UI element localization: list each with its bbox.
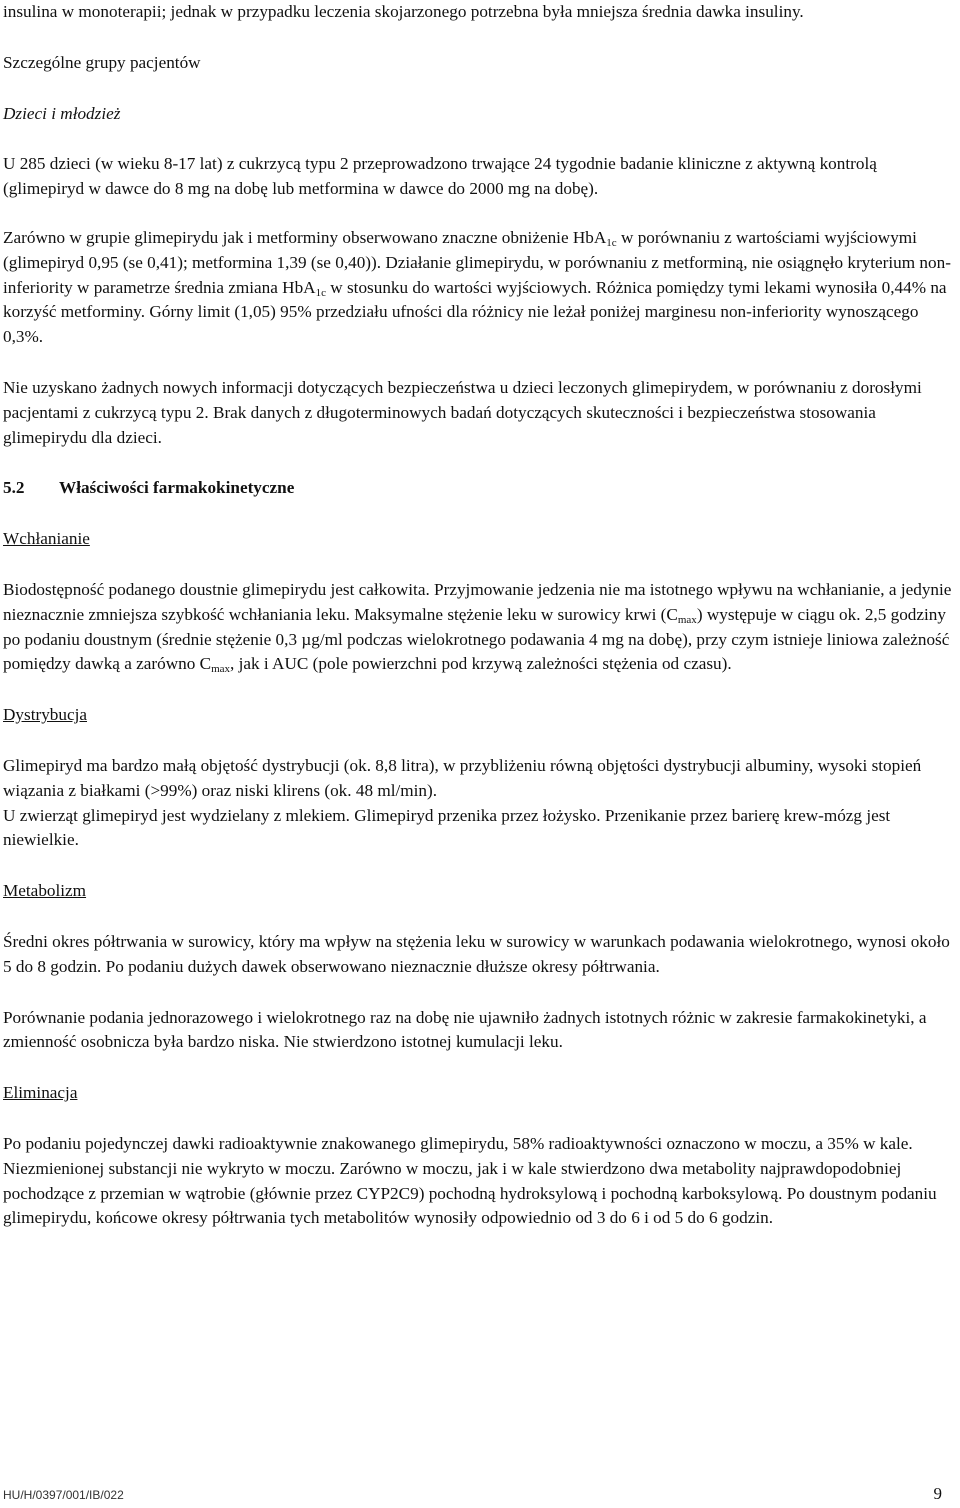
absorption-paragraph: Biodostępność podanego doustnie glimepirydu jest całkowita. Przyjmowanie jedzenia nie ma istotnego wpływu na wchłanianie, a jedynie nieznacznie zmniejsza szybkość wchłaniania leku. Maksymalne stężenie leku w surowicy krwi $(C_{max})$ występuje w ciągu ok. 2,5 godziny po podaniu doustnym (średnie stężenie 0,3 µg/ml podczas wielokrotnego podawania 4 mg na dobę), przy czym istnieje liniowa zależność pomiędzy dawką a zarówno $C_{max}$, jak i AUC (pole powierzchni pod krzywą zależności stężenia od czasu). xyxy=(3,579,952,676)
subheading-special-groups: Szczególne grupy pacjentów xyxy=(3,52,201,72)
section-title: Właściwości farmakokinetyczne xyxy=(59,478,295,498)
elimination-paragraph: Po podaniu pojedynczej dawki radioaktywnie znakowanego glimepirydu, 58% radioaktywności oznaczono w moczu, a 35% w kale. Niezmienionej substancji nie wykryto w moczu. Zarówno w moczu, jak i w kale stwierdzono dwa metabolity najprawdopodobniej pochodzące z przemian w wątrobie (głównie przez CYP2C9) pochodną hydroksylową i pochodną karboksylową. Po doustnym podaniu glimepirydu, końcowe okresy półtrwania tych metabolitów wynosiły odpowiednio od 3 do 6 i od 5 do 6 godzin. xyxy=(3,1133,937,1228)
intro-paragraph: insulina w monoterapii; jednak w przypadku leczenia skojarzonego potrzebna była mniejsza średnia dawka insuliny. xyxy=(3,2,804,21)
distribution-paragraph-2: U zwierząt glimepiryd jest wydzielany z mlekiem. Glimepiryd przenika przez łożysko. Przenikanie przez barierę krew-mózg jest niewielkie. xyxy=(3,805,891,850)
subheading-absorption: Wchłanianie xyxy=(3,529,90,549)
metabolism-paragraph-1: Średni okres półtrwania w surowicy, który ma wpływ na stężenia leku w surowicy w warunkach podawania wielokrotnego, wynosi około 5 do 8 godzin. Po podaniu dużych dawek obserwowano nieznacznie dłuższe okresy półtrwania. xyxy=(3,931,950,976)
section-heading-pharmacokinetics xyxy=(3,476,955,501)
subheading-children: Dzieci i młodzież xyxy=(3,103,121,123)
page-number: 9 xyxy=(933,1484,942,1503)
subheading-metabolism: Metabolizm xyxy=(3,881,87,901)
subheading-elimination: Eliminacja xyxy=(3,1083,78,1103)
section-number: 5.2 xyxy=(3,478,25,498)
hba1c-paragraph: Zarówno w grupie glimepirydu jak i metforminy obserwowano znaczne obniżenie HbA$_{1c}$ w porównaniu z wartościami wyjściowymi (glimepiryd 0,95 (se 0,41); metformina 1,39 (se 0,40)). Działanie glimepirydu, w porównaniu z metforminą, nie osiągnęło kryterium non-inferiority w parametrze średnia zmiana HbA$_{1c}$ w stosunku do wartości wyjściowych. Różnica pomiędzy tymi lekami wynosiła 0,44% na korzyść metforminy. Górny limit (1,05) 95% przedziału ufności dla różnicy nie leżał poniżej marginesu non-inferiority wynoszącego 0,3%. xyxy=(3,227,951,347)
distribution-paragraph-1: Glimepiryd ma bardzo małą objętość dystrybucji (ok. 8,8 litra), w przybliżeniu równą objętości dystrybucji albuminy, wysoki stopień wiązania z białkami (>99%) oraz niski klirens (ok. 48 ml/min). xyxy=(3,755,922,800)
metabolism-paragraph-2: Porównanie podania jednorazowego i wielokrotnego raz na dobę nie ujawniło żadnych istotnych różnic w zakresie farmakokinetyki, a zmienność osobnicza była bardzo niska. Nie stwierdzono istotnej kumulacji leku. xyxy=(3,1007,927,1052)
study-paragraph: U 285 dzieci (w wieku 8-17 lat) z cukrzycą typu 2 przeprowadzono trwające 24 tygodnie badanie kliniczne z aktywną kontrolą (glimepiryd w dawce do 8 mg na dobę lub metformina w dawce do 2000 mg na dobę). xyxy=(3,154,877,199)
document-code: HU/H/0397/001/IB/022 xyxy=(3,1488,124,1502)
page-footer xyxy=(3,1482,942,1508)
subheading-distribution: Dystrybucja xyxy=(3,705,88,725)
document-page xyxy=(3,0,955,1231)
safety-paragraph: Nie uzyskano żadnych nowych informacji dotyczących bezpieczeństwa u dzieci leczonych glimepirydem, w porównaniu z dorosłymi pacjentami z cukrzycą typu 2. Brak danych z długoterminowych badań dotyczących skuteczności i bezpieczeństwa stosowania glimepirydu dla dzieci. xyxy=(3,377,922,447)
